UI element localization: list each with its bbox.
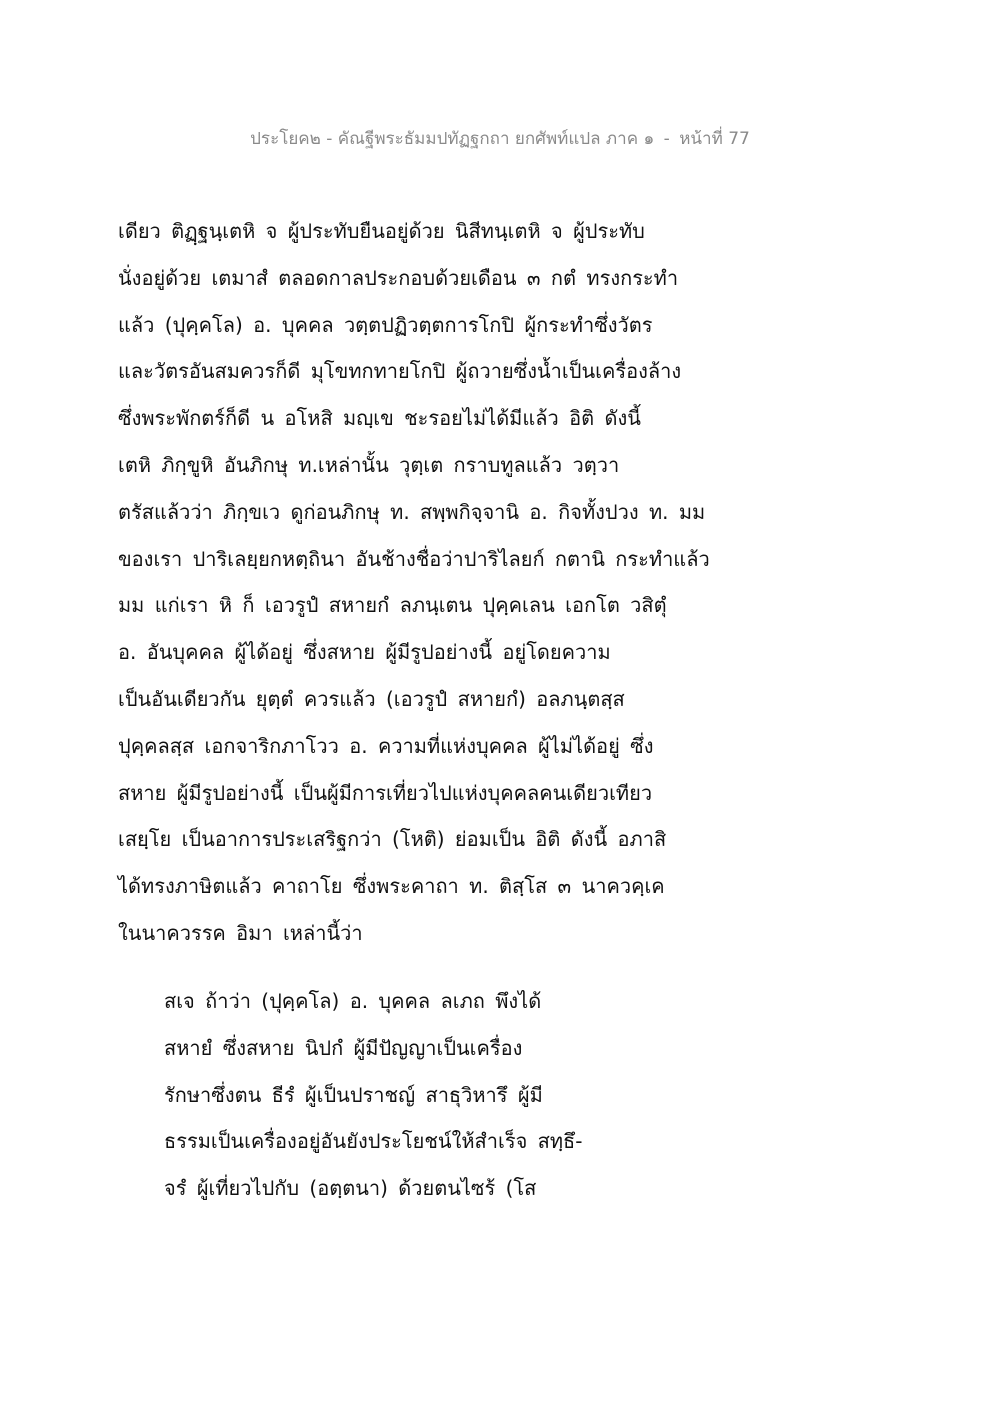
verse-line: สเจ ถ้าว่า (ปุคฺคโล) อ. บุคคล ลเภถ พึงได้ <box>164 989 542 1013</box>
paragraph-line: ในนาควรรค อิมา เหล่านี้ว่า <box>118 920 363 945</box>
paragraph-line: นั่งอยู่ด้วย เตมาสํ ตลอดกาลประกอบด้วยเดือน ๓ กตํ ทรงกระทำ <box>118 265 679 290</box>
header-title: ประโยค๒ - คัณฐีพระธัมมปทัฏฐกถา ยกศัพท์แปล ภาค ๑ <box>250 129 655 149</box>
running-header <box>0 127 1000 151</box>
paragraph-line: เสยฺโย เป็นอาการประเสริฐกว่า (โหติ) ย่อมเป็น อิติ ดังนี้ อภาสิ <box>118 827 667 852</box>
paragraph-line: สหาย ผู้มีรูปอย่างนี้ เป็นผู้มีการเที่ยวไปแห่งบุคคลคนเดียวเทียว <box>118 780 653 805</box>
paragraph-line: ซึ่งพระพักตร์ก็ดี น อโหสิ มญฺเข ชะรอยไม่ได้มีแล้ว อิติ ดังนี้ <box>118 406 641 431</box>
paragraph-line: อ. อันบุคคล ผู้ได้อยู่ ซึ่งสหาย ผู้มีรูปอย่างนี้ อยู่โดยความ <box>118 640 611 665</box>
paragraph-line: ปุคฺคลสฺส เอกจาริกภาโวว อ. ความที่แห่งบุคคล ผู้ไม่ได้อยู่ ซึ่ง <box>118 733 654 758</box>
paragraph-line: มม แก่เรา หิ ก็ เอวรูปํ สหายกํ ลภนฺเตน ปุคฺคเลน เอกโต วสิตุํ <box>118 593 667 618</box>
verse-line: จรํ ผู้เที่ยวไปกับ (อตฺตนา) ด้วยตนไซร้ (โส <box>164 1176 537 1201</box>
verse-line: สหายํ ซึ่งสหาย นิปกํ ผู้มีปัญญาเป็นเครื่อง <box>164 1035 523 1060</box>
verse-line: ธรรมเป็นเครื่องอยู่อันยังประโยชน์ให้สำเร็จ สทฺธึ- <box>164 1129 583 1154</box>
paragraph-line: ได้ทรงภาษิตแล้ว คาถาโย ซึ่งพระคาถา ท. ติสฺโส ๓ นาควคฺเค <box>118 874 665 899</box>
paragraph-line: เดียว ติฏฺฐนฺเตหิ จ ผู้ประทับยืนอยู่ด้วย นิสีทนฺเตหิ จ ผู้ประทับ <box>118 219 645 243</box>
verse-line: รักษาซึ่งตน ธีรํ ผู้เป็นปราชญ์ สาธุวิหารึ ผู้มี <box>164 1082 543 1107</box>
main-paragraph <box>118 214 718 963</box>
paragraph-line: ของเรา ปาริเลยฺยกหตฺถินา อันช้างชื่อว่าปาริไลยก์ กตานิ กระทำแล้ว <box>118 546 710 571</box>
paragraph-line: เตหิ ภิกฺขูหิ อันภิกษุ ท.เหล่านั้น วุตฺเต กราบทูลแล้ว วตฺวา <box>118 452 620 477</box>
header-page-number: หน้าที่ 77 <box>679 129 750 149</box>
header-separator: - <box>663 129 670 149</box>
paragraph-line: และวัตรอันสมควรก็ดี มุโขทกทายโกปิ ผู้ถวายซึ่งน้ำเป็นเครื่องล้าง <box>118 359 682 384</box>
paragraph-line: ตรัสแล้วว่า ภิกฺขเว ดูก่อนภิกษุ ท. สพฺพกิจฺจานิ อ. กิจทั้งปวง ท. มม <box>118 499 706 524</box>
paragraph-line: แล้ว (ปุคฺคโล) อ. บุคคล วตฺตปฏิวตฺตการโกปิ ผู้กระทำซึ่งวัตร <box>118 312 653 337</box>
paragraph-line: เป็นอันเดียวกัน ยุตฺตํ ควรแล้ว (เอวรูปํ สหายกํ) อลภนฺตสฺส <box>118 686 625 711</box>
verse-block <box>164 984 664 1218</box>
